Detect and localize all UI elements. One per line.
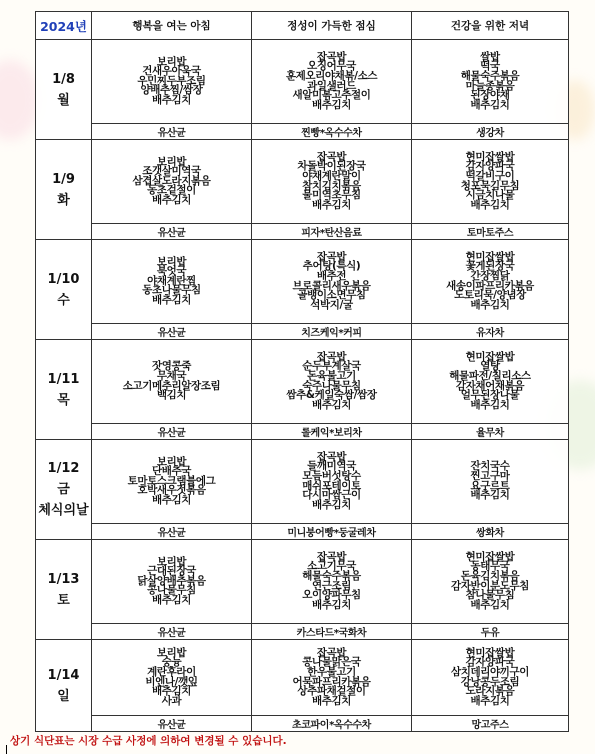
- breakfast-snack-cell: 유산균: [92, 524, 252, 540]
- menu-item: 계란후라이: [147, 665, 196, 678]
- menu-item: 해물숙주볶음: [460, 69, 520, 82]
- menu-item: 사과: [161, 694, 182, 707]
- menu-item: 배추김치: [152, 193, 191, 206]
- day-date: 1/11: [47, 371, 80, 387]
- lunch-snack-cell: 초코파이*옥수수차: [252, 716, 412, 732]
- menu-item: 비엔나/깻잎: [145, 675, 198, 688]
- day-weekday: 수: [57, 292, 70, 308]
- breakfast-cell: [92, 540, 252, 624]
- menu-item: 잡곡밥: [316, 646, 347, 659]
- day-cell: [36, 340, 92, 440]
- weekly-menu-table: [35, 11, 569, 732]
- breakfast-snack-cell: 유산균: [92, 224, 252, 240]
- menu-item: 배추김치: [152, 293, 191, 306]
- menu-item: 오징어무국: [307, 60, 356, 73]
- menu-item: 떡국: [480, 60, 500, 73]
- menu-item: 동초겉절이: [147, 184, 196, 197]
- menu-item: 다시마쌈근이: [302, 489, 361, 502]
- day-snack-row: [36, 624, 569, 640]
- menu-item: 북엇국: [156, 265, 187, 278]
- menu-item: 배추김치: [470, 398, 510, 411]
- dinner-cell: [412, 640, 569, 716]
- menu-item: 과일샐러드: [307, 79, 356, 92]
- menu-item: 얼무된장나물: [460, 389, 520, 402]
- day-date: 1/14: [47, 667, 80, 683]
- breakfast-header: 행복을 여는 아침: [92, 12, 252, 40]
- breakfast-snack-cell: 유산균: [92, 624, 252, 640]
- menu-item: 단배추국: [152, 465, 191, 478]
- menu-item: 조갯살미역국: [142, 165, 201, 178]
- dinner-cell: [412, 440, 569, 524]
- menu-item: 양배추찜/쌈장: [140, 84, 203, 97]
- day-date: 1/13: [47, 571, 80, 587]
- day-meal-row: [36, 340, 569, 424]
- day-cell: [36, 140, 92, 240]
- menu-item: 콩나물무침: [147, 584, 196, 597]
- menu-item: 동태무국: [470, 560, 510, 573]
- menu-item: 연근조림: [312, 579, 351, 592]
- breakfast-snack-cell: 유산균: [92, 716, 252, 732]
- menu-item: 배추김치: [470, 598, 510, 611]
- menu-item: 강낭콩두조림: [460, 675, 520, 688]
- menu-item: 도토리묵/양념장: [454, 289, 526, 302]
- menu-item: 배추전: [316, 269, 347, 282]
- menu-item: 한우불고기: [307, 665, 356, 678]
- menu-item: 배추김치: [312, 694, 351, 707]
- dinner-cell: [412, 40, 569, 124]
- menu-item: 현미잡쌀밥: [465, 250, 515, 263]
- dinner-snack-cell: 망고주스: [412, 716, 569, 732]
- menu-item: 잡곡밥: [316, 50, 347, 63]
- menu-item: 새송이파프리카볶음: [446, 279, 534, 292]
- menu-item: 간장찜닭: [470, 269, 510, 282]
- menu-item: 청포묵김무침: [460, 179, 520, 192]
- day-cell: [36, 240, 92, 340]
- footer-note: 상기 식단표는 시장 수급 사정에 의하여 변경될 수 있습니다.: [10, 735, 287, 747]
- menu-item: 잡곡밥: [316, 150, 347, 163]
- day-snack-row: [36, 524, 569, 540]
- menu-item: 쌈추&케일숙쌈/쌈장: [286, 389, 377, 402]
- menu-item: 모듬버섯탕수: [302, 469, 361, 482]
- text-cursor: [6, 745, 7, 754]
- menu-item: 브로콜리새우볶음: [292, 279, 371, 292]
- menu-item: 보리밥: [156, 55, 187, 68]
- menu-item: 참치김치볶음: [302, 179, 361, 192]
- day-cell: [36, 40, 92, 140]
- dinner-header: 건강을 위한 저녁: [412, 12, 569, 40]
- menu-item: 훈제오리야채볶/소스: [285, 69, 378, 82]
- menu-item: 보리밥: [156, 155, 187, 168]
- day-meal-row: [36, 40, 569, 124]
- dinner-cell: [412, 140, 569, 224]
- menu-item: 잡곡밥: [316, 550, 347, 563]
- day-meal-row: [36, 240, 569, 324]
- menu-item: 야채계란말이: [302, 169, 361, 182]
- menu-item: 배추김치: [470, 98, 510, 111]
- menu-item: 배추김치: [312, 598, 351, 611]
- menu-item: 무채국: [156, 369, 187, 382]
- menu-item: 배추김치: [152, 685, 191, 698]
- menu-item: 시금치나물: [465, 189, 515, 202]
- lunch-cell: [252, 540, 412, 624]
- lunch-snack-cell: 카스타드*국화차: [252, 624, 412, 640]
- day-weekday: 금: [57, 482, 70, 497]
- menu-item: 순두부계살국: [302, 360, 361, 373]
- day-meal-row: [36, 440, 569, 524]
- menu-item: 야채계란찜: [147, 274, 196, 287]
- menu-item: 배추김치: [312, 498, 351, 511]
- day-weekday: 일: [57, 688, 70, 704]
- menu-item: 보리밥: [156, 646, 187, 659]
- dinner-snack-cell: 생강차: [412, 124, 569, 140]
- menu-item: 상추파채겉절이: [297, 685, 366, 698]
- menu-item: 배추김치: [470, 489, 510, 502]
- menu-item: 매쉬포테이토: [302, 479, 361, 492]
- menu-item: 도라지볶음: [465, 685, 515, 698]
- decorative-blob: [0, 60, 40, 140]
- menu-item: 삼치데리야끼구이: [451, 665, 529, 678]
- menu-item: 어묵파프리카볶음: [292, 675, 371, 688]
- menu-item: 배추김치: [152, 493, 191, 506]
- lunch-snack-cell: 찐빵*옥수수차: [252, 124, 412, 140]
- day-cell: [36, 540, 92, 640]
- day-snack-row: [36, 324, 569, 340]
- lunch-snack-cell: 피자*탄산음료: [252, 224, 412, 240]
- menu-body: [36, 40, 569, 732]
- menu-item: 숙주나물무침: [302, 379, 361, 392]
- menu-item: 보리밥: [156, 555, 187, 568]
- day-date: 1/10: [47, 271, 80, 287]
- menu-item: 감자채어채볶음: [455, 379, 525, 392]
- lunch-cell: [252, 40, 412, 124]
- year-header: 2024년: [36, 12, 92, 40]
- menu-item: 배추김치: [470, 198, 510, 211]
- dinner-snack-cell: 토마토주스: [412, 224, 569, 240]
- lunch-cell: [252, 240, 412, 324]
- lunch-header: 정성이 가득한 점심: [252, 12, 412, 40]
- menu-item: 배추김치: [312, 398, 351, 411]
- day-weekday: 화: [57, 192, 70, 208]
- menu-item: 호박새우젓볶음: [137, 484, 206, 497]
- breakfast-snack-cell: 유산균: [92, 324, 252, 340]
- dinner-snack-cell: 유자차: [412, 324, 569, 340]
- day-weekday: 월: [57, 92, 70, 108]
- breakfast-cell: [92, 340, 252, 424]
- menu-item: 마늘종볶음: [465, 79, 515, 92]
- menu-item: 잡곡밥: [316, 350, 347, 363]
- day-snack-row: [36, 716, 569, 732]
- lunch-snack-cell: 롤케익*보리차: [252, 424, 412, 440]
- header-row: [36, 12, 569, 40]
- menu-item: 골뱅이소면무침: [297, 289, 366, 302]
- day-cell: [36, 640, 92, 732]
- menu-item: 배추김치: [470, 298, 510, 311]
- menu-item: 보리밥: [156, 455, 187, 468]
- breakfast-cell: [92, 640, 252, 716]
- menu-item: 잡곡밥: [316, 450, 347, 463]
- breakfast-snack-cell: 유산균: [92, 124, 252, 140]
- menu-item: 잔치국수: [470, 460, 510, 473]
- menu-item: 감자양파국: [465, 160, 515, 173]
- menu-item: 배추김치: [152, 593, 191, 606]
- lunch-cell: [252, 640, 412, 716]
- menu-item: 잣영콩죽: [152, 360, 191, 373]
- day-date: 1/8: [52, 71, 75, 87]
- menu-item: 된장야채: [470, 89, 510, 102]
- day-date: 1/9: [52, 171, 75, 187]
- menu-item: 추어탕(특식): [302, 260, 361, 273]
- menu-item: 돈육김치볶음: [460, 569, 520, 582]
- menu-item: 석박지/굴: [310, 298, 353, 311]
- menu-item: 동초나물무침: [142, 284, 201, 297]
- menu-item: 소고기무국: [307, 560, 356, 573]
- menu-item: 감자반이분도무침: [451, 579, 529, 592]
- menu-item: 찐고구마: [470, 469, 510, 482]
- menu-item: 현미잡쌀밥: [465, 350, 515, 363]
- menu-item: 보리밥: [156, 255, 187, 268]
- menu-item: 해물파전/칠리소스: [449, 369, 531, 382]
- menu-item: 물미역초무침: [302, 189, 361, 202]
- menu-item: 꽃게된장국: [465, 260, 515, 273]
- menu-item: 참나물무침: [465, 589, 515, 602]
- breakfast-cell: [92, 240, 252, 324]
- menu-item: 배추김치: [152, 93, 191, 106]
- day-meal-row: [36, 540, 569, 624]
- dinner-snack-cell: 두유: [412, 624, 569, 640]
- menu-item: 건새우아욱국: [142, 65, 201, 78]
- day-date: 1/12: [47, 461, 80, 476]
- menu-item: 배추김치: [470, 694, 510, 707]
- breakfast-cell: [92, 440, 252, 524]
- menu-item: 들깨미역국: [307, 460, 356, 473]
- menu-item: 돈육불고기: [307, 369, 356, 382]
- menu-item: 열탕: [480, 360, 500, 373]
- menu-item: 현미잡쌀밥: [465, 550, 515, 563]
- day-snack-row: [36, 224, 569, 240]
- lunch-cell: [252, 140, 412, 224]
- menu-item: 차돌박이된장국: [297, 160, 366, 173]
- menu-item: 근대된장국: [147, 565, 196, 578]
- dinner-snack-cell: 율무차: [412, 424, 569, 440]
- day-meal-row: [36, 140, 569, 224]
- breakfast-cell: [92, 40, 252, 124]
- menu-item: 해물숙주볶음: [302, 569, 361, 582]
- dinner-cell: [412, 340, 569, 424]
- menu-item: 우민찌두부조림: [137, 74, 206, 87]
- breakfast-snack-cell: 유산균: [92, 424, 252, 440]
- menu-item: 토마토스크램블에그: [127, 474, 216, 487]
- day-meal-row: [36, 640, 569, 716]
- lunch-cell: [252, 340, 412, 424]
- menu-item: 요구르트: [470, 479, 510, 492]
- menu-item: 콩나물맑은국: [302, 656, 361, 669]
- menu-item: 쌀밥: [480, 50, 500, 63]
- day-note: 체식의날: [38, 503, 89, 518]
- day-weekday: 목: [57, 392, 70, 408]
- menu-item: 잡곡밥: [316, 250, 347, 263]
- lunch-cell: [252, 440, 412, 524]
- menu-item: 떡갈비구이: [465, 169, 515, 182]
- menu-item: 삼겹살도라지볶음: [132, 174, 211, 187]
- menu-item: 현미잡쌀밥: [465, 646, 515, 659]
- menu-item: 숭늉: [161, 656, 182, 669]
- lunch-snack-cell: 미니붕어빵*둥굴레차: [252, 524, 412, 540]
- menu-item: 배추김치: [312, 98, 351, 111]
- dinner-cell: [412, 240, 569, 324]
- menu-item: 감자양파국: [465, 656, 515, 669]
- day-cell: [36, 440, 92, 540]
- menu-item: 소고기메추리알장조림: [122, 379, 221, 392]
- day-snack-row: [36, 124, 569, 140]
- menu-item: 오이양파무침: [302, 589, 361, 602]
- menu-item: 백김치: [156, 389, 187, 402]
- dinner-cell: [412, 540, 569, 624]
- menu-item: 닭살양배추볶음: [137, 574, 206, 587]
- dinner-snack-cell: 쌍화차: [412, 524, 569, 540]
- menu-item: 새알미볶고추절이: [292, 89, 371, 102]
- day-weekday: 토: [57, 592, 70, 608]
- menu-item: 배추김치: [312, 198, 351, 211]
- day-snack-row: [36, 424, 569, 440]
- menu-item: 현미잡쌀밥: [465, 150, 515, 163]
- lunch-snack-cell: 치즈케익*커피: [252, 324, 412, 340]
- breakfast-cell: [92, 140, 252, 224]
